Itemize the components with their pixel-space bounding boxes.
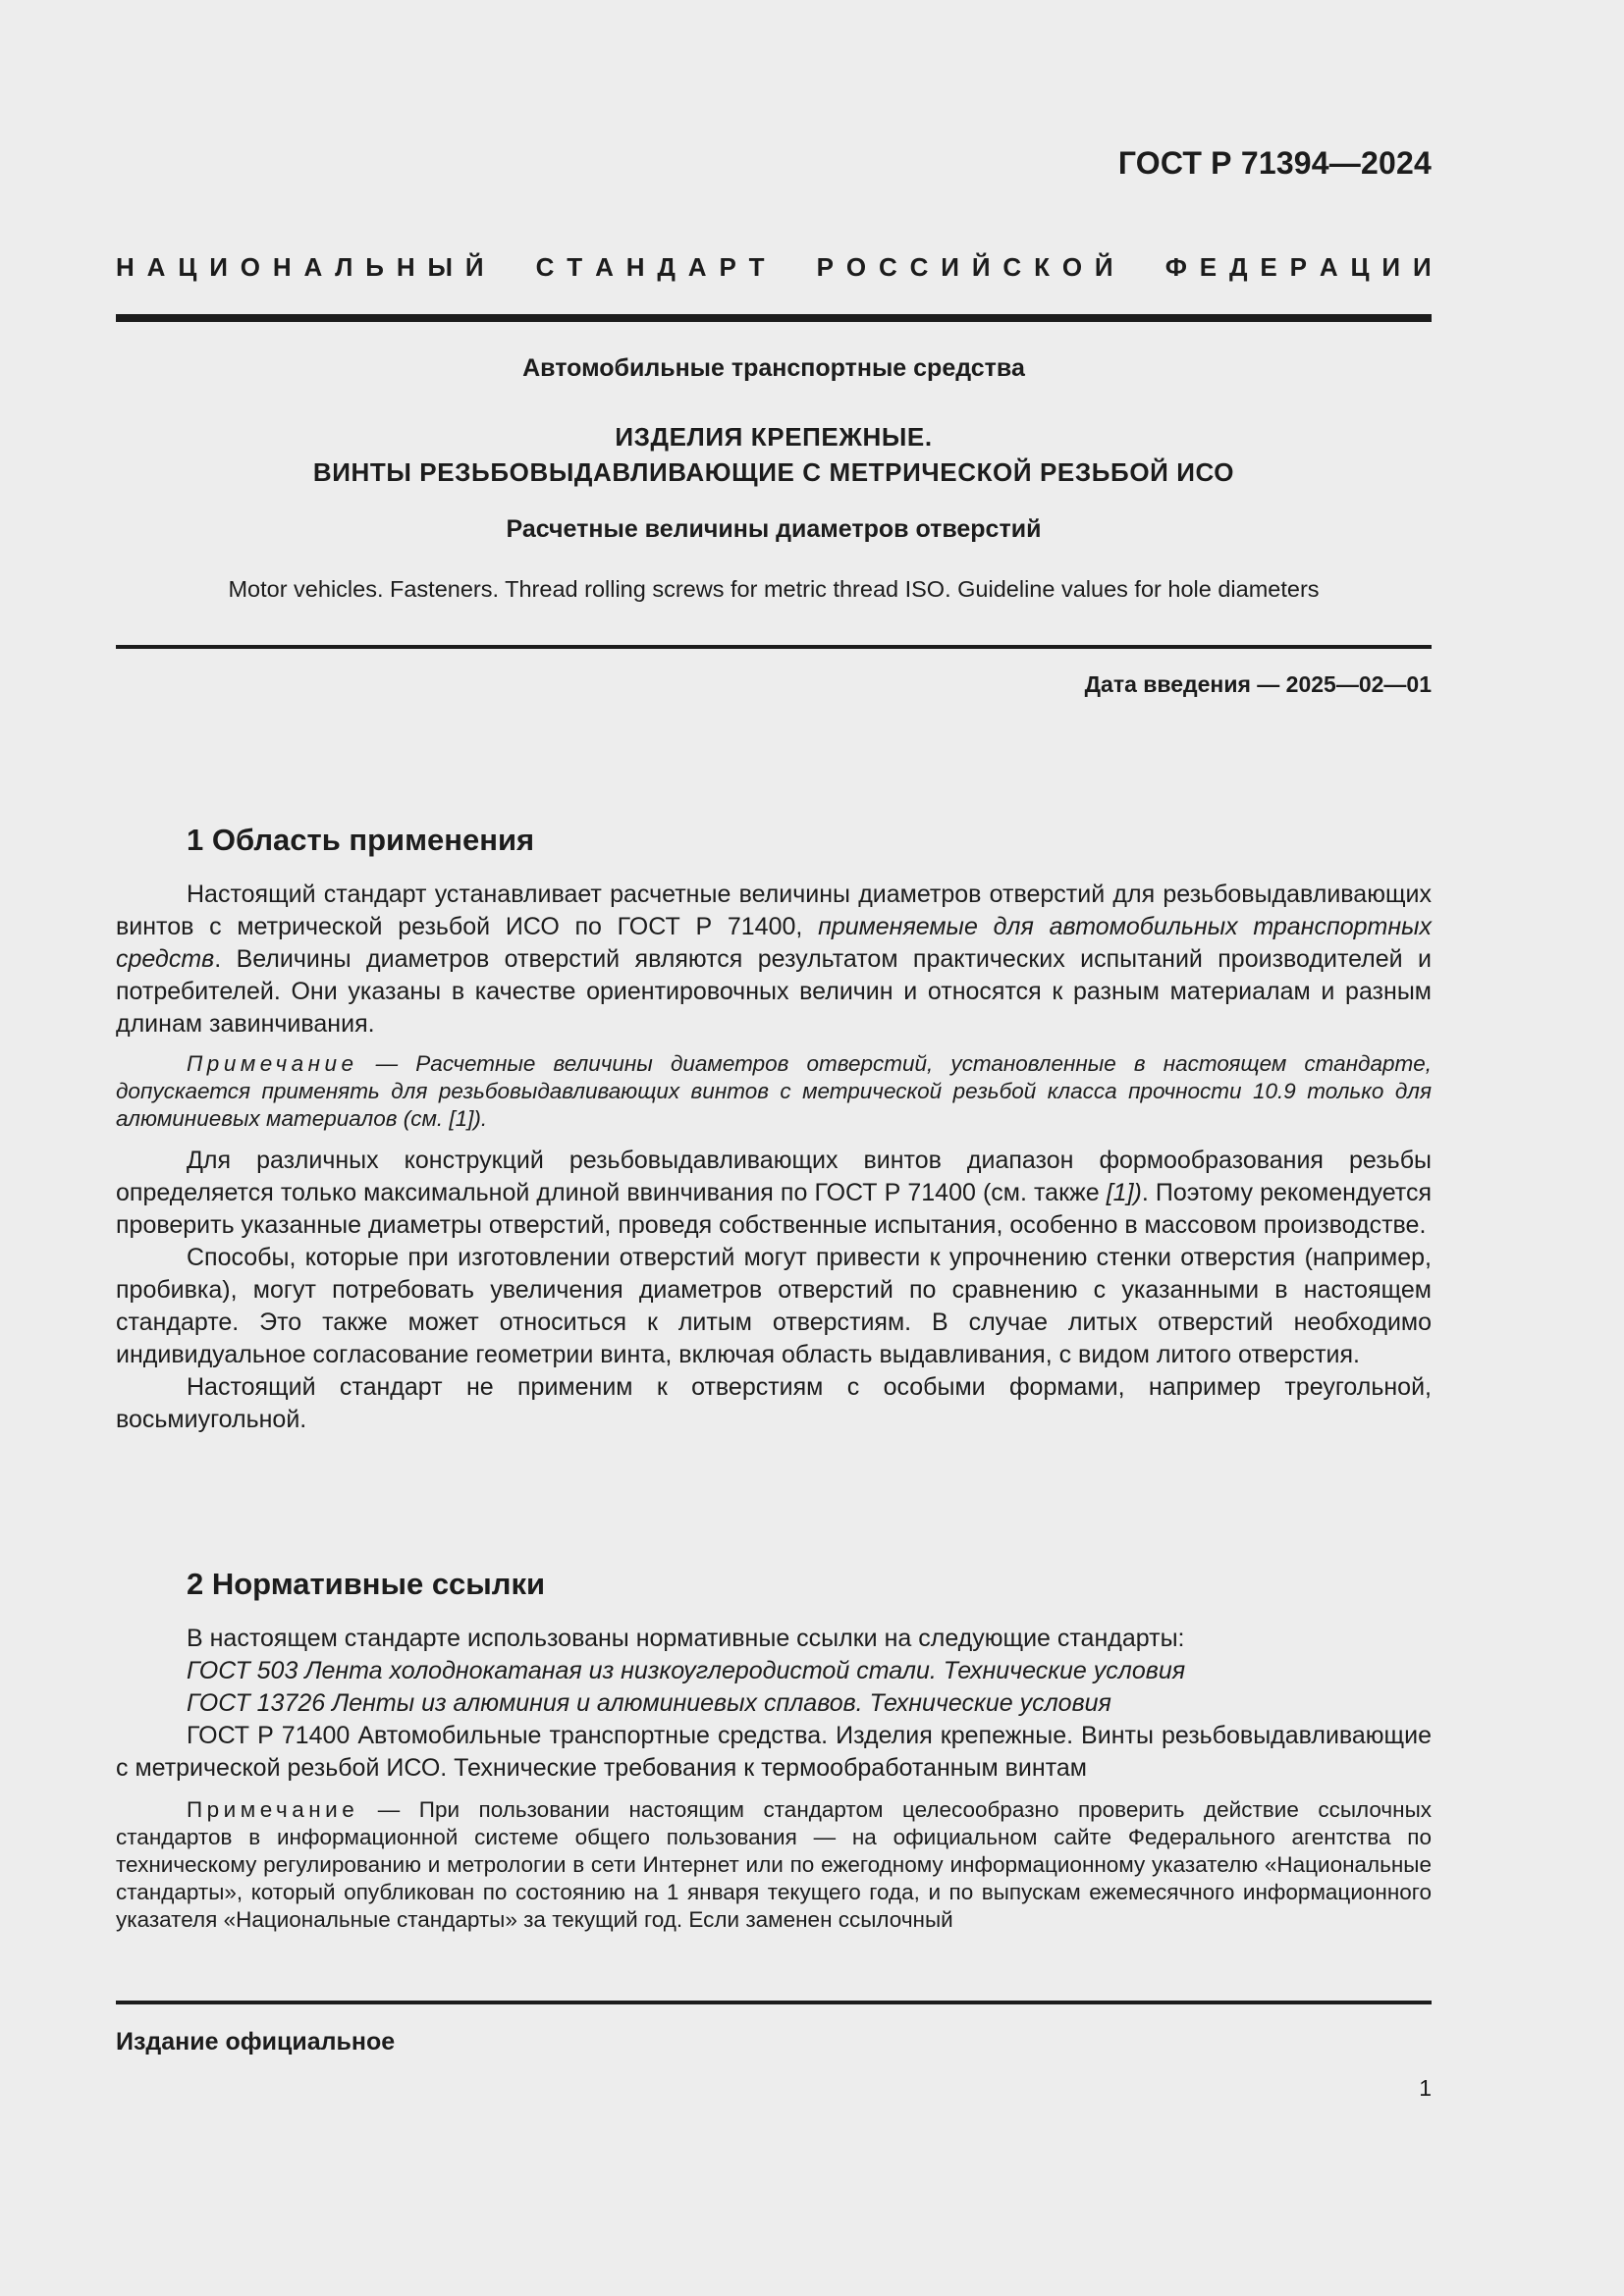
p2-text-italic: [1]) bbox=[1106, 1179, 1142, 1206]
banner-letter: Т bbox=[748, 252, 765, 282]
banner-letter: И bbox=[1412, 252, 1432, 282]
introduction-date: Дата введения — 2025—02—01 bbox=[1084, 671, 1432, 697]
banner-letter: Й bbox=[464, 252, 484, 282]
national-standard-banner bbox=[116, 252, 1432, 283]
banner-letter: К bbox=[1034, 252, 1050, 282]
banner-letter: И bbox=[941, 252, 959, 282]
official-edition-label: Издание официальное bbox=[116, 2028, 396, 2056]
banner-letter: А bbox=[595, 252, 614, 282]
banner-letter: Ф bbox=[1164, 252, 1187, 282]
banner-letter: А bbox=[687, 252, 707, 282]
banner-letter: С bbox=[878, 252, 897, 282]
section-2-heading: 2 Нормативные ссылки bbox=[187, 1567, 546, 1601]
header-rule-thick bbox=[116, 314, 1432, 322]
banner-letter: И bbox=[1381, 252, 1401, 282]
document-code: ГОСТ Р 71394—2024 bbox=[1117, 145, 1432, 181]
p2-text-a: Для различных конструкций резьбовыдавливающих винтов диапазон формообразования резьбы определяется только максимальной длиной ввинчивания по ГОСТ Р 71400 (см. также bbox=[116, 1147, 1432, 1206]
banner-letter: А bbox=[303, 252, 323, 282]
banner-letter bbox=[1146, 252, 1153, 283]
document-page bbox=[116, 0, 1432, 2296]
banner-letter: Н bbox=[272, 252, 292, 282]
p1-text-b: . Величины диаметров отверстий являются результатом практических испытаний производителей и потребителей. Они указаны в качестве ориентировочных величин и относятся к разным материалам и разным длинам завинчивания. bbox=[116, 945, 1432, 1038]
section-1-paragraph-3: Способы, которые при изготовлении отверстий могут привести к упрочнению стенки отверстия (например, пробивка), могут потребовать увеличения диаметров отверстий по сравнению с указанными в настоящем стандарте. Это также может относиться к литым отверстиям. В случае литых отверстий необходимо индивидуальное согласование геометрии винта, включая область выдавливания, с видом литого отверстия. bbox=[116, 1244, 1432, 1368]
banner-letter: Ц bbox=[1350, 252, 1370, 282]
banner-letter: Н bbox=[116, 252, 135, 282]
section-1-body bbox=[116, 879, 1432, 1436]
banner-letter: Ы bbox=[427, 252, 453, 282]
banner-letter: Р bbox=[719, 252, 736, 282]
english-title: Motor vehicles. Fasteners. Thread rolling screws for metric thread ISO. Guideline values for hole diameters bbox=[228, 576, 1320, 602]
banner-letter bbox=[797, 252, 804, 283]
section-1-paragraph-2 bbox=[116, 1145, 1432, 1242]
section-1-heading: 1 Область применения bbox=[187, 823, 535, 857]
normative-reference-1: ГОСТ 503 Лента холоднокатаная из низкоуглеродистой стали. Технические условия bbox=[187, 1657, 1186, 1684]
note-label: Примечание bbox=[187, 1797, 359, 1822]
section-1-paragraph-4: Настоящий стандарт не применим к отверстиям с особыми формами, например треугольной, восьмиугольной. bbox=[116, 1373, 1432, 1433]
section-2-intro: В настоящем стандарте использованы нормативные ссылки на следующие стандарты: bbox=[187, 1625, 1185, 1652]
banner-letter: Д bbox=[1229, 252, 1248, 282]
banner-letter bbox=[1125, 252, 1132, 283]
banner-letter: Р bbox=[816, 252, 834, 282]
banner-letter: С bbox=[535, 252, 555, 282]
banner-letter: Н bbox=[625, 252, 645, 282]
section-2-note bbox=[116, 1796, 1432, 1934]
banner-letter bbox=[777, 252, 784, 283]
note-text: — Расчетные величины диаметров отверстий, установленные в настоящем стандарте, допускается применять для резьбовыдавливающих винтов с метрической резьбой класса прочности 10.9 только для алюминиевых материалов (см. [1]). bbox=[116, 1051, 1432, 1131]
title-subject: Автомобильные транспортные средства bbox=[522, 354, 1025, 382]
banner-letter: Ц bbox=[178, 252, 197, 282]
normative-reference-2: ГОСТ 13726 Ленты из алюминия и алюминиевых сплавов. Технические условия bbox=[187, 1689, 1111, 1717]
main-title-line-1: ИЗДЕЛИЯ КРЕПЕЖНЫЕ. bbox=[615, 422, 933, 452]
normative-reference-3: ГОСТ Р 71400 Автомобильные транспортные средства. Изделия крепежные. Винты резьбовыдавливающие с метрической резьбой ИСО. Технические требования к термообработанным винтам bbox=[116, 1722, 1432, 1782]
banner-letter: Й bbox=[971, 252, 991, 282]
banner-letter: О bbox=[1061, 252, 1083, 282]
section-1-note bbox=[116, 1050, 1432, 1133]
banner-letter: Л bbox=[335, 252, 353, 282]
main-title-line-2: ВИНТЫ РЕЗЬБОВЫДАВЛИВАЮЩИЕ С МЕТРИЧЕСКОЙ РЕЗЬБОЙ ИСО bbox=[312, 457, 1235, 487]
title-rule bbox=[116, 645, 1432, 649]
p2-text-b: . Поэтому рекомендуется проверить указанные диаметры отверстий, проведя собственные испытания, особенно в массовом производстве. bbox=[116, 1179, 1433, 1239]
banner-letter: Е bbox=[1199, 252, 1218, 282]
banner-letter: Н bbox=[396, 252, 415, 282]
main-title bbox=[116, 419, 1432, 490]
banner-letter: Р bbox=[1289, 252, 1307, 282]
banner-letter: О bbox=[240, 252, 260, 282]
banner-letter bbox=[516, 252, 523, 283]
note-text: — При пользовании настоящим стандартом целесообразно проверить действие ссылочных стандартов в информационной системе общего пользования — на официальном сайте Федерального агентства по техническому регулированию и метрологии в сети Интернет или по ежегодному информационному указателю «Национальные стандарты», который опубликован по состоянию на 1 января текущего года, и по выпускам ежемесячного информационного указателя «Национальные стандарты» за текущий год. Если заменен ссылочный bbox=[116, 1797, 1432, 1932]
banner-letter: Т bbox=[567, 252, 583, 282]
section-2-body bbox=[116, 1623, 1432, 1934]
banner-letter bbox=[496, 252, 503, 283]
banner-letter: Д bbox=[657, 252, 676, 282]
section-1-paragraph-1 bbox=[116, 879, 1432, 1041]
banner-letter: О bbox=[845, 252, 867, 282]
title-subtitle: Расчетные величины диаметров отверстий bbox=[506, 515, 1042, 543]
banner-letter: А bbox=[1319, 252, 1338, 282]
footer-rule bbox=[116, 2001, 1432, 2004]
p1-text-italic: применяемые для автомобильных транспортных средств bbox=[116, 913, 1432, 973]
banner-letter: А bbox=[146, 252, 166, 282]
page-number: 1 bbox=[1419, 2075, 1432, 2101]
note-label: Примечание bbox=[187, 1051, 358, 1076]
banner-letter: С bbox=[1002, 252, 1022, 282]
banner-letter: Й bbox=[1094, 252, 1113, 282]
banner-letter: Е bbox=[1260, 252, 1277, 282]
banner-letter: Ь bbox=[365, 252, 384, 282]
banner-letter: С bbox=[909, 252, 929, 282]
p1-text-a: Настоящий стандарт устанавливает расчетные величины диаметров отверстий для резьбовыдавливающих винтов с метрической резьбой ИСО по ГОСТ Р 71400, bbox=[116, 881, 1432, 940]
banner-letter: И bbox=[209, 252, 228, 282]
